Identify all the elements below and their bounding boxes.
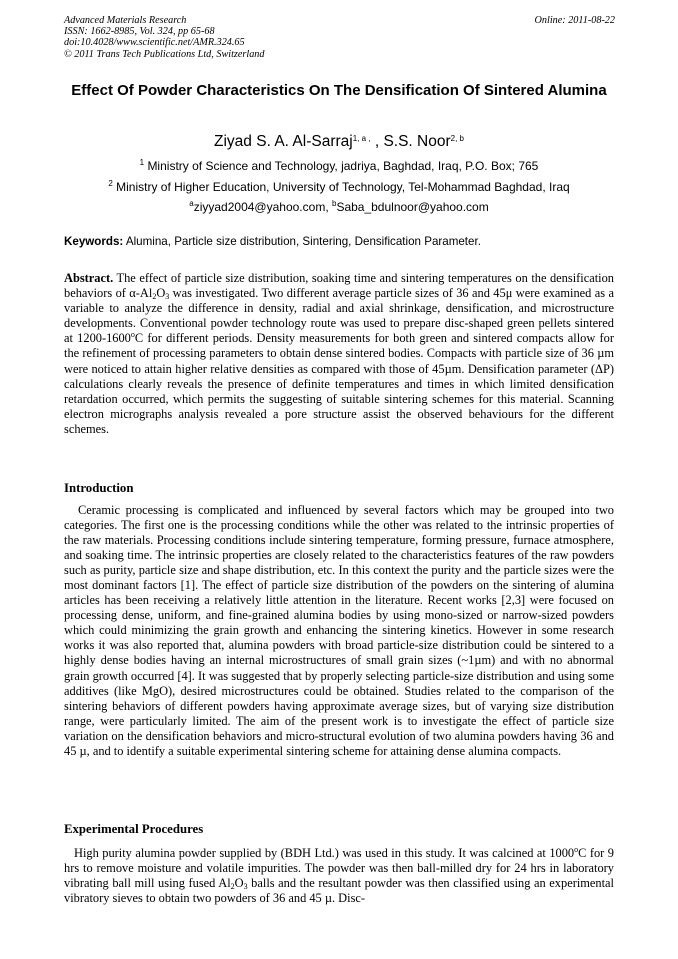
experimental-text-3: O: [234, 876, 244, 891]
experimental-paragraph: [64, 846, 614, 906]
email-b[interactable]: Saba_bdulnoor@yahoo.com: [336, 200, 489, 214]
abstract-subscript-2: 3: [165, 292, 170, 302]
email-a[interactable]: ziyyad2004@yahoo.com: [193, 200, 326, 214]
affiliation-1-mark: 1: [139, 158, 145, 167]
affiliation-2-text: Ministry of Higher Education, University of Technology, Tel-Mohammad Baghdad, Iraq: [116, 180, 570, 194]
abstract-degree-mark: o: [130, 330, 135, 340]
abstract-text-1: The effect of particle size distribution, soaking time and sintering temperatures on the densification behaviors of α-Al: [64, 271, 614, 301]
experimental-heading: Experimental Procedures: [64, 822, 204, 836]
author-line: [64, 132, 614, 152]
email-a-mark: a: [189, 199, 194, 208]
doi-line: doi:10.4028/www.scientific.net/AMR.324.65: [64, 37, 245, 49]
email-b-mark: b: [331, 199, 337, 208]
affiliation-1: [64, 158, 614, 174]
paper-title: Effect Of Powder Characteristics On The Densification Of Sintered Alumina: [71, 82, 607, 99]
affiliation-1-text: Ministry of Science and Technology, jadriya, Baghdad, Iraq, P.O. Box; 765: [147, 159, 539, 173]
abstract-label: Abstract.: [64, 271, 114, 285]
abstract-subscript-1: 2: [152, 292, 157, 302]
experimental-subscript-1: 2: [230, 882, 235, 892]
author-2: S.S. Noor: [383, 133, 451, 150]
abstract-paragraph: [64, 271, 614, 437]
experimental-text-1: High purity alumina powder supplied by (BDH Ltd.) was used in this study. It was calcined at 1000: [74, 846, 575, 860]
affiliation-2: [64, 179, 614, 195]
introduction-paragraph: Ceramic processing is complicated and influenced by several factors which may be grouped into two categories. The first one is the processing conditions while the other was related to the intrinsic properties of the raw materials. Processing conditions include sintering temperature, forming pressure, furnace atmosphere, and soaking time. The intrinsic properties are closely related to the characteristics features of the raw powders such as purity, particle size and shape distribution, etc. In this context the purity and the particle sizes were the most dominant factors [1]. The effect of particle size distribution of the powders on the sintering of alumina articles has been receiving a relatively little attention in the literature. Recent works [2,3] were focused on processing dense, uniform, and fine-grained alumina bodies by using mono-sized or narrow-sized powders which could minimizing the grain growth and enhancing the sintering kinetics. However in some research works it was also reported that, alumina powders with broad particle-size distribution could be sintered to a highly dense bodies having an internal microstructures of small grain sizes (~1µm) and with no abnormal grain growth occurred [4]. It was suggested that by properly selecting particle-size distribution and using some additives (like MgO), desired microstructures could be obtained. Studies related to the comparison of the sintering behaviors of different powders having approximate average sizes, but of varying size distribution range, were particularly limited. The aim of the present work is to investigate the effect of particle size variation on the densification behaviors and micro-structural evolution of two alumina powders having 36 and 45 µ, and to identify a suitable experimental sintering scheme for attaining dense alumina compacts.: [64, 503, 614, 758]
email-separator: ,: [325, 200, 332, 214]
copyright-line: © 2011 Trans Tech Publications Ltd, Switzerland: [64, 48, 265, 60]
journal-name: Advanced Materials Research: [64, 15, 187, 26]
issn-line: ISSN: 1662-8985, Vol. 324, pp 65-68: [64, 26, 215, 38]
email-line: [64, 199, 614, 215]
abstract-text-3: was investigated. Two different average particle sizes of 36 and 45μ were examined as a variable to analyze the difference in density, radial and axial shrinkage, densification, and microstructure developments. Conventional powder technology route was used to prepare disc-shaped green pellets sintered at 1200-1600: [64, 286, 615, 346]
author-separator: ,: [370, 133, 384, 150]
abstract-text-4: C for different periods. Density measurements for both green and sintered compacts allow for the refinement of processing parameters to obtain dense sintered bodies. Compacts with particle size of 36 µm were noticed to attain higher relative densities as compared with those of 45µm. Densification parameter (ΔP) calculations clearly reveals the presence of definite temperatures and times in which limited densification retardation occurred, which permits the suggesting of suitable sintering schemes for this material. Scanning electron micrographs analysis revealed a pore structure assist the observed behaviours for the different schemes.: [64, 331, 614, 436]
experimental-text-2: C for 9 hrs to remove moisture and volatile impurities. The powder was then ball-milled dry for 24 hrs in laboratory vibrating ball mill using fused Al: [64, 846, 614, 891]
author-1: Ziyad S. A. Al-Sarraj: [214, 133, 353, 150]
author-1-affiliation-mark: 1, a ,: [352, 134, 371, 143]
introduction-heading: Introduction: [64, 481, 134, 495]
keywords-line: [64, 234, 614, 250]
abstract-text-2: O: [156, 286, 166, 301]
online-date: Online: 2011-08-22: [534, 15, 615, 26]
keywords-label: Keywords:: [64, 235, 124, 248]
author-2-affiliation-mark: 2, b: [450, 134, 464, 143]
keywords-text: Alumina, Particle size distribution, Sintering, Densification Parameter.: [123, 235, 481, 248]
experimental-degree-mark: o: [574, 845, 579, 854]
experimental-subscript-2: 3: [243, 882, 248, 892]
affiliation-2-mark: 2: [108, 179, 113, 188]
journal-metadata: [64, 15, 264, 60]
experimental-text-4: balls and the resultant powder was then classified using an experimental vibratory sieves to obtain two powders of 36 and 45 µ. Disc-: [64, 876, 614, 906]
